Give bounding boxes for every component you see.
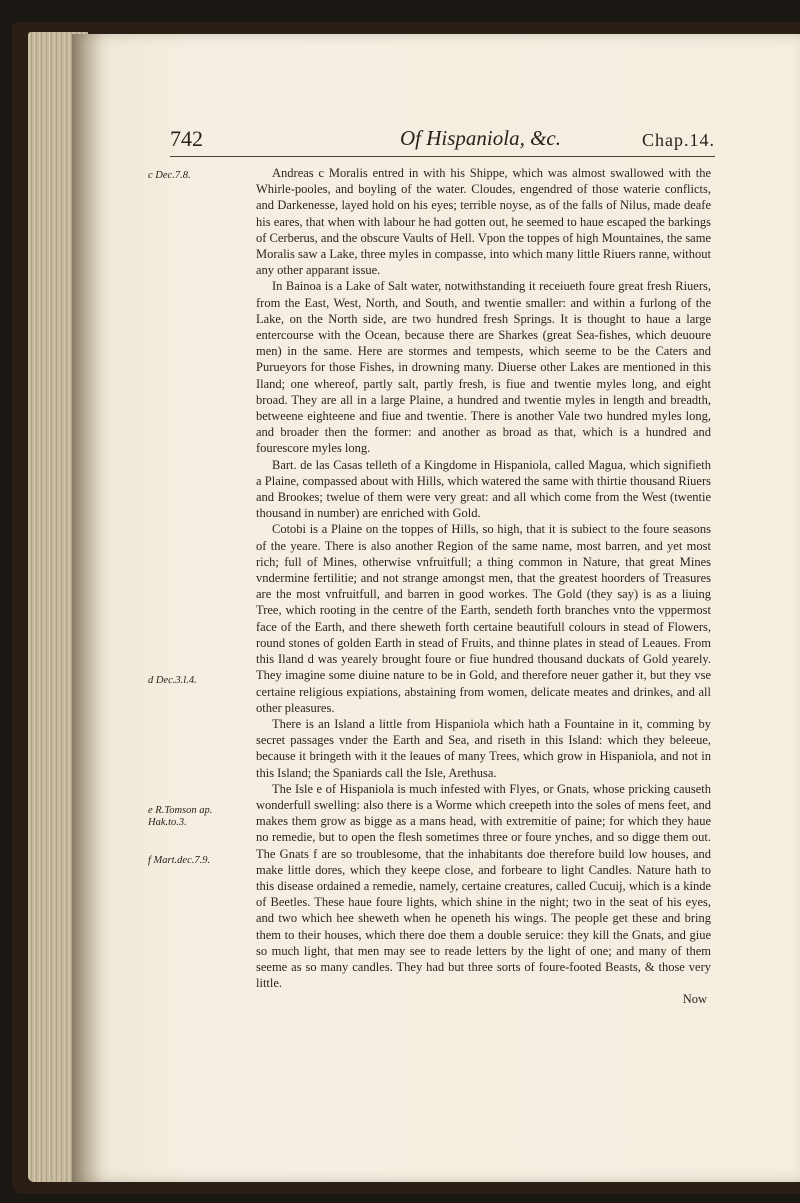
margin-note: c Dec.7.8. [148,170,191,181]
body-text [256,165,711,1008]
chapter-label: Chap.14. [642,130,715,150]
running-head [170,126,715,157]
paragraph: Andreas c Moralis entred in with his Shippe, which was almost swallowed with the Whirle-pooles, and boyling of the water. Cloudes, engendred of those waterie conflicts, and Darkenesse, layed hold on his eyes; terrible noyse, as of the falls of Nilus, made deafe his eares, that when with labour he had gotten out, he seemed to haue escaped the barkings of Cerberus, and the obscure Vaults of Hell. Vpon the toppes of high Mountaines, the same Moralis saw a Lake, three myles in compasse, into which many little Riuers ranne, without any other apparant issue. [256,166,712,278]
margin-note: e R.Tomson ap. Hak.to.3. [148,805,213,828]
catchword: Now [682,992,707,1007]
paragraph: Bart. de las Casas telleth of a Kingdome in Hispaniola, called Magua, which signifieth a Plaine, compassed about with Hills, which watered the same with thirtie thousand Riuers and Brookes; twelue of them were very great: and all which come from the West (twentie thousand in number) are enriched with Gold. [256,457,711,521]
gutter-shadow [72,34,102,1182]
paragraph: Cotobi is a Plaine on the toppes of Hills, so high, that it is subiect to the foure seasons of the yeare. There is also another Region of the same name, most barren, and yet most rich; full of Mines, otherwise vnfruitfull; a thing common in Nature, that great Mines vndermine fertilitie; and not strange amongst men, that the greatest hoorders of Treasures are the most vnfruitfull, and barren in good workes. The Gold (they say) is as a liuing Tree, which rooting in the centre of the Earth, sendeth forth branches vnto the vppermost face of the Earth, and there sheweth forth certaine beautifull colours in stead of Flowers, round stones of golden Earth in stead of Fruits, and thinne plates in stead of Leaues. From this Iland d was yearely brought foure or fiue hundred thousand duckats of Gold yearely. They imagine some diuine nature to be in Gold, and therefore neuer gather it, but they vse certaine religious expiations, abstaining from women, delicate meates and drinkes, and all other pleasures. [256,522,711,715]
margin-note: f Mart.dec.7.9. [148,855,211,866]
paragraph: There is an Island a little from Hispaniola which hath a Fountaine in it, comming by secret passages vnder the Earth and Sea, and riseth in this Island: which they beleeue, because it bringeth with it the leaues of many Trees, which grow in Hispaniola, and not in this Island; the Spaniards call the Isle, Arethusa. [256,716,711,780]
paragraph: The Isle e of Hispaniola is much infested with Flyes, or Gnats, whose pricking causeth wonderfull swelling: also there is a Worme which creepeth into the soles of mens feet, and makes them grow as bigge as a mans head, with extremitie of paine; for which they haue no remedie, but to open the flesh sometimes three or foure ynches, and so digge them out. The Gnats f are so troublesome, that the inhabitants doe therefore build low houses, and make little dores, which they keepe close, and forbeare to light Candles. Nature hath to this disease ordained a remedie, namely, certaine creatures, called Cucuij, which is a kinde of Beetles. These haue foure lights, which shine in the night; two in the seat of his eyes, and two which hee sheweth when he openeth his wings. The people get these and bring them to their houses, which there doe them a double seruice: they kill the Gnats, and giue so much light, that men may see to reade letters by the light of one; and many of them seeme as so many candles. They had but three sorts of foure-footed Beasts, & those very little. [256,781,711,991]
running-title: Of Hispaniola, &c. [400,126,561,150]
page-number: 742 [170,126,203,151]
paragraph: In Bainoa is a Lake of Salt water, notwithstanding it receiueth foure great fresh Riuers, from the East, West, North, and South, and twentie smaller: and within a furlong of the Lake, on the North side, are two hundred fresh Springs. It is thought to haue a large entercourse with the Ocean, because there are Sharkes (great Sea-fishes, which deuoure men) in the same. Here are stormes and tempests, which seeme to be the Caters and Purueyors for those Fishes, in drowning many. Diuerse other Lakes are mentioned in this Iland; one whereof, partly salt, partly fresh, is fiue and twentie myles long, and eight broad. They are all in a large Plaine, a hundred and twentie myles in length and breadth, betweene eighteene and fiue and twentie. There is another Vale two hundred myles long, and broader then the former: and another as broad as that, which is a hundred and fourescore myles long. [256,279,711,456]
margin-note: d Dec.3.l.4. [148,675,197,686]
